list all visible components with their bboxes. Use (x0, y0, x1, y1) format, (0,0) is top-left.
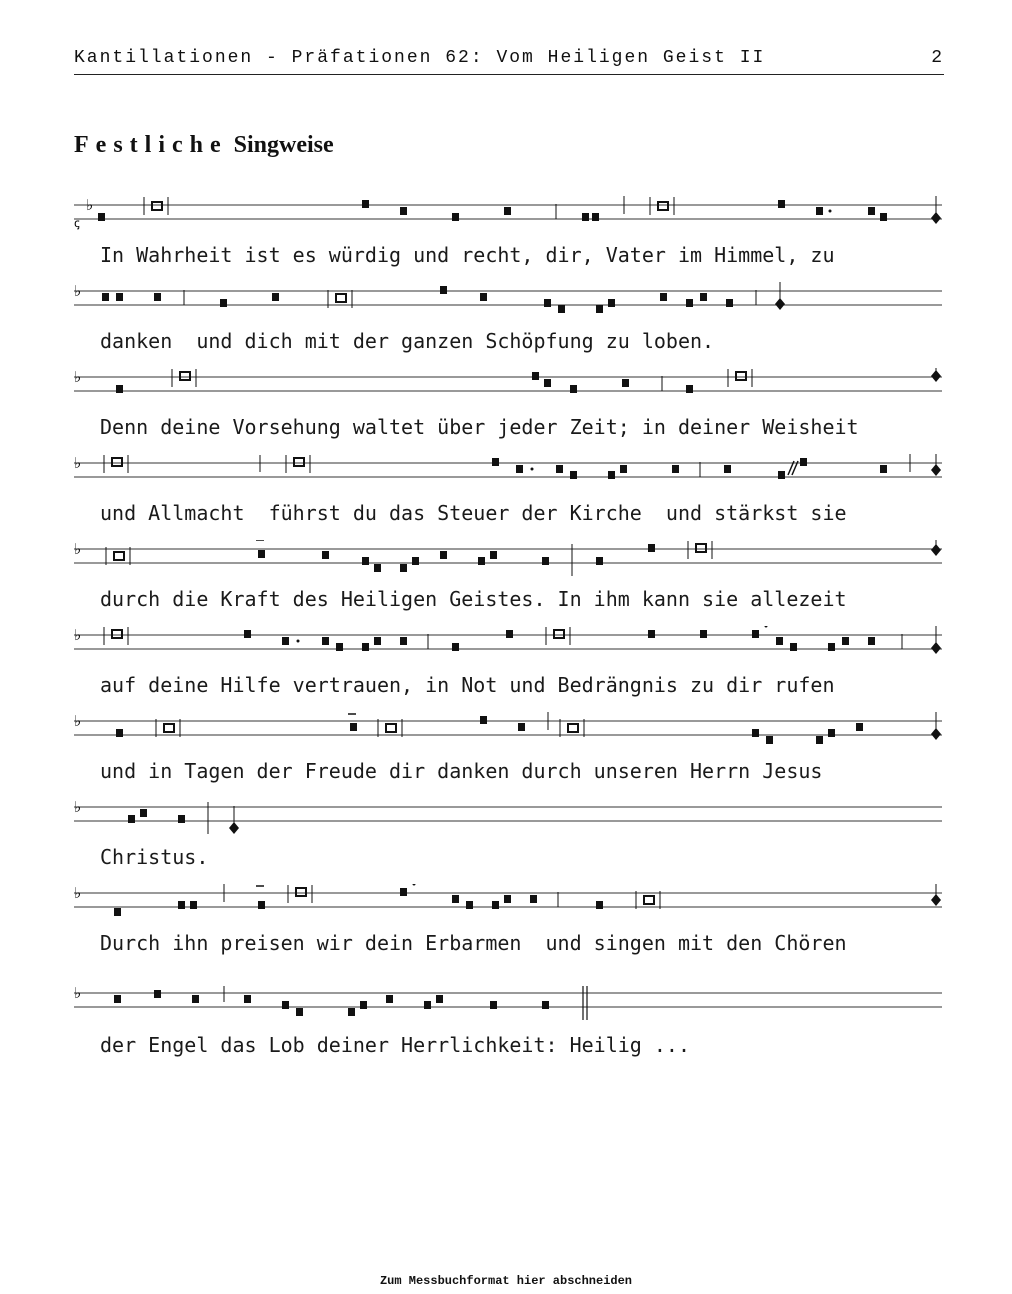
svg-text:♭: ♭ (74, 368, 82, 386)
music-staff-10 (72, 984, 944, 1024)
svg-text:♭: ♭ (74, 282, 82, 300)
lyric-line-7: und in Tagen der Freude dir danken durch unseren Herrn Jesus (100, 759, 823, 783)
lyric-line-9: Durch ihn preisen wir dein Erbarmen und singen mit den Chören (100, 931, 847, 955)
staff-notation-9 (72, 884, 944, 924)
staff-notation-6 (72, 626, 944, 666)
svg-text:♭: ♭ (86, 196, 94, 214)
svg-text:♭: ♭ (74, 540, 82, 558)
lyric-line-4: und Allmacht führst du das Steuer der Kirche und stärkst sie (100, 501, 847, 525)
lyric-line-5: durch die Kraft des Heiligen Geistes. In ihm kann sie allezeit (100, 587, 847, 611)
music-staff-4 (72, 454, 944, 494)
section-title (74, 132, 334, 159)
lyric-line-10: der Engel das Lob deiner Herrlichkeit: Heilig ... (100, 1033, 691, 1057)
lyric-line-8: Christus. (100, 845, 209, 869)
svg-text:♭: ♭ (74, 454, 82, 472)
svg-text:♭: ♭ (74, 884, 82, 902)
svg-text:ꞔ: ꞔ (74, 216, 80, 230)
staff-notation-8 (72, 798, 944, 838)
staff-notation-10 (72, 984, 944, 1024)
music-staff-9 (72, 884, 944, 924)
header-title: Kantillationen - Präfationen 62: Vom Heiligen Geist II (74, 48, 766, 68)
staff-notation-3 (72, 368, 944, 408)
music-staff-6 (72, 626, 944, 666)
music-staff-3 (72, 368, 944, 408)
staff-notation-2 (72, 282, 944, 322)
lyric-line-3: Denn deine Vorsehung waltet über jeder Zeit; in deiner Weisheit (100, 415, 859, 439)
section-title-rest: Singweise (233, 132, 334, 158)
music-staff-2 (72, 282, 944, 322)
svg-text:♭: ♭ (74, 984, 82, 1002)
staff-notation-1 (72, 196, 944, 236)
page-number: 2 (931, 48, 942, 68)
svg-text:♭: ♭ (74, 798, 82, 816)
lyric-line-6: auf deine Hilfe vertrauen, in Not und Bedrängnis zu dir rufen (100, 673, 835, 697)
staff-notation-5 (72, 540, 944, 580)
svg-text:♭: ♭ (74, 626, 82, 644)
page-header (74, 48, 944, 75)
music-staff-8 (72, 798, 944, 838)
music-staff-7 (72, 712, 944, 752)
lyric-line-1: In Wahrheit ist es würdig und recht, dir, Vater im Himmel, zu (100, 243, 835, 267)
music-staff-1 (72, 196, 944, 236)
music-staff-5 (72, 540, 944, 580)
svg-text:♭: ♭ (74, 712, 82, 730)
lyric-line-2: danken und dich mit der ganzen Schöpfung zu loben. (100, 329, 715, 353)
section-title-spaced: Festliche (74, 132, 228, 158)
staff-notation-7 (72, 712, 944, 752)
staff-notation-4 (72, 454, 944, 494)
footer-note: Zum Messbuchformat hier abschneiden (379, 1274, 633, 1288)
